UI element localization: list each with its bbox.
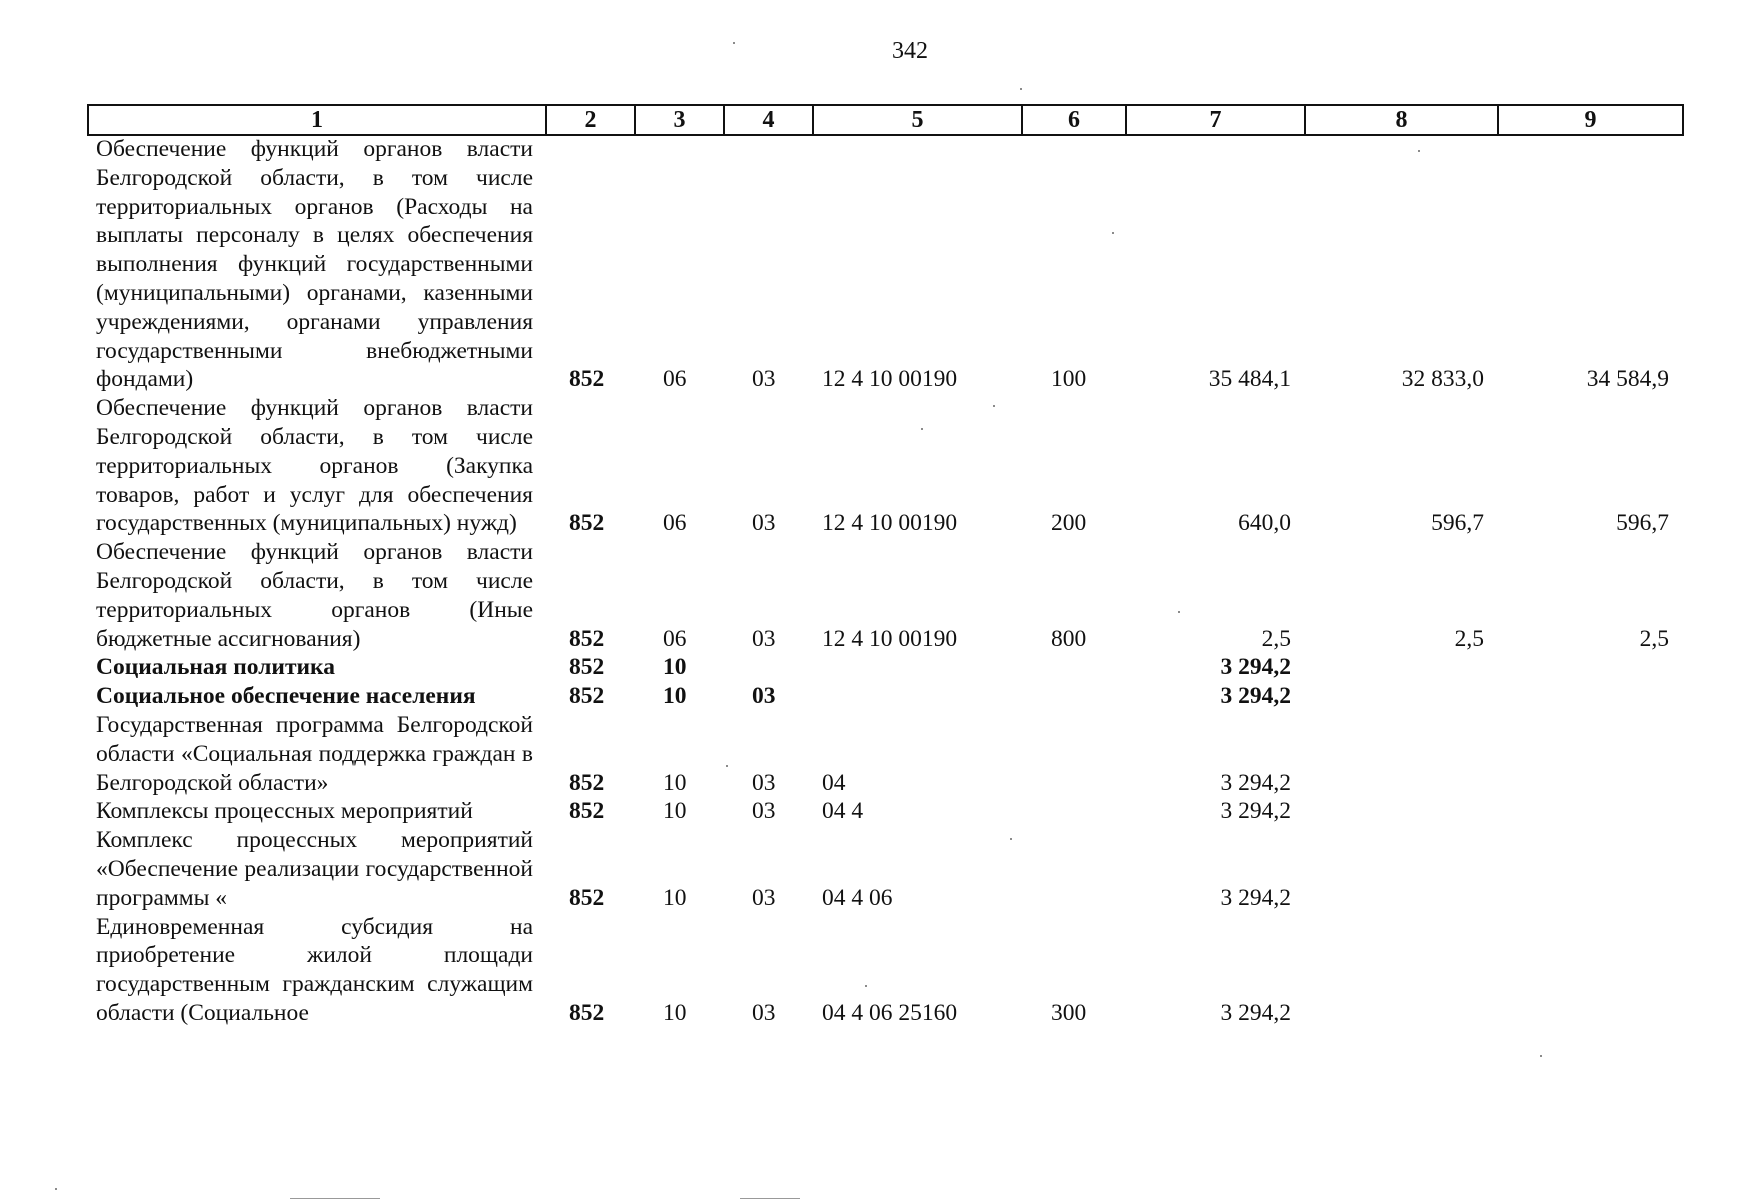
row-amount-col8: [1304, 711, 1497, 797]
row-description: Обеспечение функций органов власти Белгородской области, в том числе территориальных органов (Расходы на выплаты персоналу в целях обеспечения выполнения функций государственными (муниципальными) органами, казенными учреждениями, органами управления государственными внебюджетными фондами): [96, 136, 533, 393]
table-row: [87, 797, 1682, 826]
column-header-6: 6: [1022, 105, 1126, 135]
row-subsection: 03: [752, 884, 776, 911]
row-target-article: 04 4 06 25160: [822, 999, 958, 1026]
row-amount-col8: [1304, 682, 1497, 711]
row-expense-type: [1021, 682, 1125, 711]
page-number: 342: [892, 38, 928, 64]
row-amount-col9: [1497, 711, 1682, 797]
row-code: 852: [569, 999, 605, 1026]
row-subsection: 03: [752, 625, 776, 652]
table-body: [87, 135, 1682, 1028]
row-amount-col9: [1497, 682, 1682, 711]
row-amount-col7: 3 294,2: [1220, 884, 1291, 911]
row-amount-col9: [1497, 797, 1682, 826]
table-row: [87, 135, 1682, 394]
table-row: [87, 538, 1682, 653]
row-expense-type: [1021, 711, 1125, 797]
scan-speck: [1020, 88, 1022, 90]
row-amount-col8: 2,5: [1454, 625, 1484, 652]
row-description: Обеспечение функций органов власти Белгородской области, в том числе территориальных органов (Иные бюджетные ассигнования): [96, 539, 533, 652]
row-amount-col9: [1497, 653, 1682, 682]
row-code: 852: [569, 366, 605, 393]
row-section: 10: [663, 798, 687, 825]
row-amount-col7: 3 294,2: [1220, 683, 1291, 710]
row-amount-col7: 3 294,2: [1220, 999, 1291, 1026]
column-header-1: 1: [88, 105, 546, 135]
row-subsection: 03: [752, 366, 776, 393]
row-section: 10: [663, 683, 687, 710]
column-header-4: 4: [724, 105, 813, 135]
row-section: 10: [663, 769, 687, 796]
row-target-article: 04: [822, 769, 846, 796]
column-header-2: 2: [546, 105, 635, 135]
row-amount-col9: [1497, 913, 1682, 1028]
row-amount-col7: 35 484,1: [1208, 366, 1291, 393]
row-description: Социальная политика: [96, 654, 335, 681]
row-section: 10: [663, 654, 687, 681]
row-code: 852: [569, 510, 605, 537]
scan-speck: [1010, 838, 1012, 840]
row-target-article: [812, 682, 1021, 711]
row-code: 852: [569, 769, 605, 796]
row-code: 852: [569, 683, 605, 710]
scan-speck: [1178, 611, 1180, 613]
row-description: Социальное обеспечение населения: [96, 683, 476, 710]
scan-speck: [1112, 232, 1114, 234]
table-row: [87, 826, 1682, 912]
column-header-8: 8: [1305, 105, 1498, 135]
row-expense-type: 300: [1051, 999, 1087, 1026]
row-subsection: 03: [752, 769, 776, 796]
row-subsection: 03: [752, 999, 776, 1026]
row-amount-col9: [1497, 826, 1682, 912]
row-section: 06: [663, 366, 687, 393]
column-header-7: 7: [1126, 105, 1305, 135]
row-code: 852: [569, 884, 605, 911]
row-section: 06: [663, 625, 687, 652]
budget-table: [87, 135, 1682, 1028]
row-target-article: [812, 653, 1021, 682]
column-header-3: 3: [635, 105, 724, 135]
row-description: Обеспечение функций органов власти Белгородской области, в том числе территориальных органов (Закупка товаров, работ и услуг для обеспечения государственных (муниципальных) нужд): [96, 395, 533, 537]
row-amount-col9: 596,7: [1616, 510, 1669, 537]
scan-artifact-line: [740, 1198, 800, 1199]
row-subsection: 03: [752, 510, 776, 537]
row-section: 10: [663, 884, 687, 911]
scan-speck: [1540, 1055, 1542, 1057]
row-amount-col7: 3 294,2: [1220, 654, 1291, 681]
row-amount-col7: 640,0: [1238, 510, 1291, 537]
row-description: Единовременная субсидия на приобретение жилой площади государственным гражданским служащим области (Социальное: [96, 913, 533, 1026]
row-expense-type: [1021, 826, 1125, 912]
scan-speck: [865, 985, 867, 987]
scan-speck: [55, 1188, 57, 1190]
table-row: [87, 394, 1682, 538]
row-target-article: 04 4: [822, 798, 864, 825]
row-section: 06: [663, 510, 687, 537]
row-amount-col8: [1304, 653, 1497, 682]
row-target-article: 12 4 10 00190: [822, 366, 958, 393]
column-header-9: 9: [1498, 105, 1683, 135]
scan-speck: [726, 765, 728, 767]
row-code: 852: [569, 798, 605, 825]
row-expense-type: 200: [1051, 510, 1087, 537]
row-amount-col8: [1304, 826, 1497, 912]
row-amount-col8: [1304, 913, 1497, 1028]
row-amount-col7: 3 294,2: [1220, 769, 1291, 796]
column-header-5: 5: [813, 105, 1022, 135]
row-amount-col9: 2,5: [1639, 625, 1669, 652]
row-code: 852: [569, 654, 605, 681]
row-target-article: 12 4 10 00190: [822, 625, 958, 652]
row-target-article: 04 4 06: [822, 884, 893, 911]
row-expense-type: 800: [1051, 625, 1087, 652]
row-amount-col7: 3 294,2: [1220, 798, 1291, 825]
row-section: 10: [663, 999, 687, 1026]
row-description: Комплексы процессных мероприятий: [96, 798, 473, 825]
row-amount-col7: 2,5: [1261, 625, 1291, 652]
row-subsection: 03: [752, 683, 776, 710]
table-row: [87, 653, 1682, 682]
row-code: 852: [569, 625, 605, 652]
table-row: [87, 682, 1682, 711]
row-subsection: [723, 653, 812, 682]
scan-speck: [1418, 150, 1420, 152]
scan-speck: [993, 405, 995, 407]
row-amount-col8: 596,7: [1431, 510, 1484, 537]
row-expense-type: [1021, 797, 1125, 826]
row-amount-col8: 32 833,0: [1401, 366, 1484, 393]
row-amount-col9: 34 584,9: [1586, 366, 1669, 393]
row-expense-type: 100: [1051, 366, 1087, 393]
row-subsection: 03: [752, 798, 776, 825]
row-target-article: 12 4 10 00190: [822, 510, 958, 537]
scan-speck: [733, 42, 735, 44]
table-row: [87, 913, 1682, 1028]
row-amount-col8: [1304, 797, 1497, 826]
scan-artifact-line: [290, 1198, 380, 1199]
row-description: Государственная программа Белгородской области «Социальная поддержка граждан в Белгородской области»: [96, 711, 533, 796]
row-expense-type: [1021, 653, 1125, 682]
row-description: Комплекс процессных мероприятий «Обеспечение реализации государственной программы «: [96, 827, 533, 911]
scan-speck: [921, 428, 923, 430]
table-row: [87, 711, 1682, 797]
table-header: [87, 104, 1684, 136]
